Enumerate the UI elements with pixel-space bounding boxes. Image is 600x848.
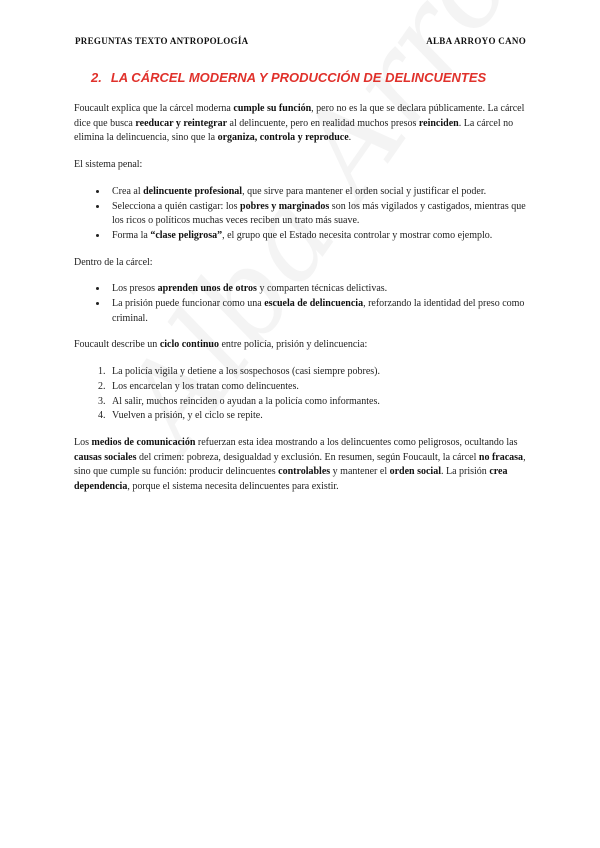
text: al delincuente, pero en realidad muchos presos bbox=[227, 117, 419, 129]
page-header bbox=[75, 36, 526, 46]
penal-system-list bbox=[74, 185, 528, 244]
bold-text: ciclo continuo bbox=[159, 339, 219, 351]
text: Forma la bbox=[112, 229, 151, 241]
bold-text: orden social bbox=[389, 466, 441, 478]
list-item: 3. Al salir, muchos reinciden o ayudan a la policía como informantes. bbox=[108, 395, 528, 410]
bold-text: organiza, controla y reproduce bbox=[217, 132, 349, 144]
bold-text: pobres y marginados bbox=[240, 200, 330, 212]
text: , sino que cumple su función: producir delincuentes bbox=[74, 451, 526, 478]
document-body bbox=[74, 70, 528, 507]
list-item: 1. La policía vigila y detiene a los sospechosos (casi siempre pobres). bbox=[108, 365, 528, 380]
bold-text: reeducar y reintegrar bbox=[135, 117, 228, 129]
text: Crea al bbox=[112, 185, 144, 197]
text: . bbox=[348, 132, 352, 144]
text: , que sirve para mantener el orden social y justificar el poder. bbox=[242, 185, 487, 197]
text: . La cárcel no elimina la delincuencia, sino que la bbox=[74, 117, 514, 144]
bold-text: delincuente profesional bbox=[143, 185, 243, 197]
text: Selecciona a quién castigar: los bbox=[112, 200, 241, 212]
text: , pero no es la que se declara públicamente. La cárcel dice que busca bbox=[74, 103, 525, 129]
text: , reforzando la identidad del preso como criminal. bbox=[112, 298, 525, 324]
bold-text: medios de comunicación bbox=[91, 436, 196, 448]
cycle-list bbox=[74, 365, 528, 424]
list-item bbox=[108, 229, 528, 244]
text: La prisión puede funcionar como una bbox=[112, 298, 265, 310]
text: refuerzan esta idea mostrando a los delincuentes como peligrosos, ocultando las bbox=[195, 436, 518, 448]
text: Foucault describe un bbox=[74, 339, 160, 351]
text: entre policía, prisión y delincuencia: bbox=[218, 339, 368, 351]
paragraph-intro bbox=[74, 102, 528, 146]
paragraph-inside-prison: Dentro de la cárcel: bbox=[74, 256, 153, 268]
header-author-name: ALBA ARROYO CANO bbox=[426, 36, 526, 46]
bold-text: reinciden bbox=[418, 117, 459, 129]
list-item bbox=[108, 185, 528, 200]
text: . La prisión bbox=[440, 466, 490, 478]
list-item: 4. Vuelven a prisión, y el ciclo se repite. bbox=[108, 409, 528, 424]
paragraph-penal-system: El sistema penal: bbox=[74, 159, 143, 171]
text: Los presos bbox=[112, 283, 158, 295]
text: , porque el sistema necesita delincuentes para existir. bbox=[127, 481, 339, 493]
bold-text: escuela de delincuencia bbox=[264, 298, 364, 310]
section-number: 2. bbox=[91, 70, 102, 85]
paragraph-conclusion bbox=[74, 436, 528, 495]
bold-text: controlables bbox=[278, 466, 331, 478]
text: del crimen: pobreza, desigualdad y exclusión. En resumen, según Foucault, la cárcel bbox=[136, 451, 479, 463]
text: Los bbox=[74, 436, 92, 448]
text: Foucault explica que la cárcel moderna bbox=[74, 103, 234, 114]
bold-text: aprenden unos de otros bbox=[157, 283, 257, 295]
list-item bbox=[108, 200, 528, 229]
paragraph-cycle bbox=[74, 338, 528, 353]
bold-text: “clase peligrosa” bbox=[150, 229, 223, 241]
inside-prison-list bbox=[74, 282, 528, 326]
bold-text: crea dependencia bbox=[74, 466, 508, 493]
text: , el grupo que el Estado necesita controlar y mostrar como ejemplo. bbox=[222, 229, 493, 241]
list-item bbox=[108, 282, 528, 297]
section-title bbox=[91, 70, 528, 85]
bold-text: cumple su función bbox=[233, 103, 312, 114]
list-item bbox=[108, 297, 528, 326]
bold-text: no fracasa bbox=[478, 451, 524, 463]
section-title-text: LA CÁRCEL MODERNA Y PRODUCCIÓN DE DELINCUENTES bbox=[110, 70, 487, 85]
text: son los más vigilados y castigados, mientras que los ricos o políticos muchas veces reciben un trato más suave. bbox=[112, 200, 526, 227]
text: y comparten técnicas delictivas. bbox=[256, 283, 388, 295]
bold-text: causas sociales bbox=[74, 451, 137, 463]
header-course-title: PREGUNTAS TEXTO ANTROPOLOGÍA bbox=[75, 36, 249, 46]
list-item: 2. Los encarcelan y los tratan como delincuentes. bbox=[108, 380, 528, 395]
text: y mantener el bbox=[330, 466, 390, 478]
